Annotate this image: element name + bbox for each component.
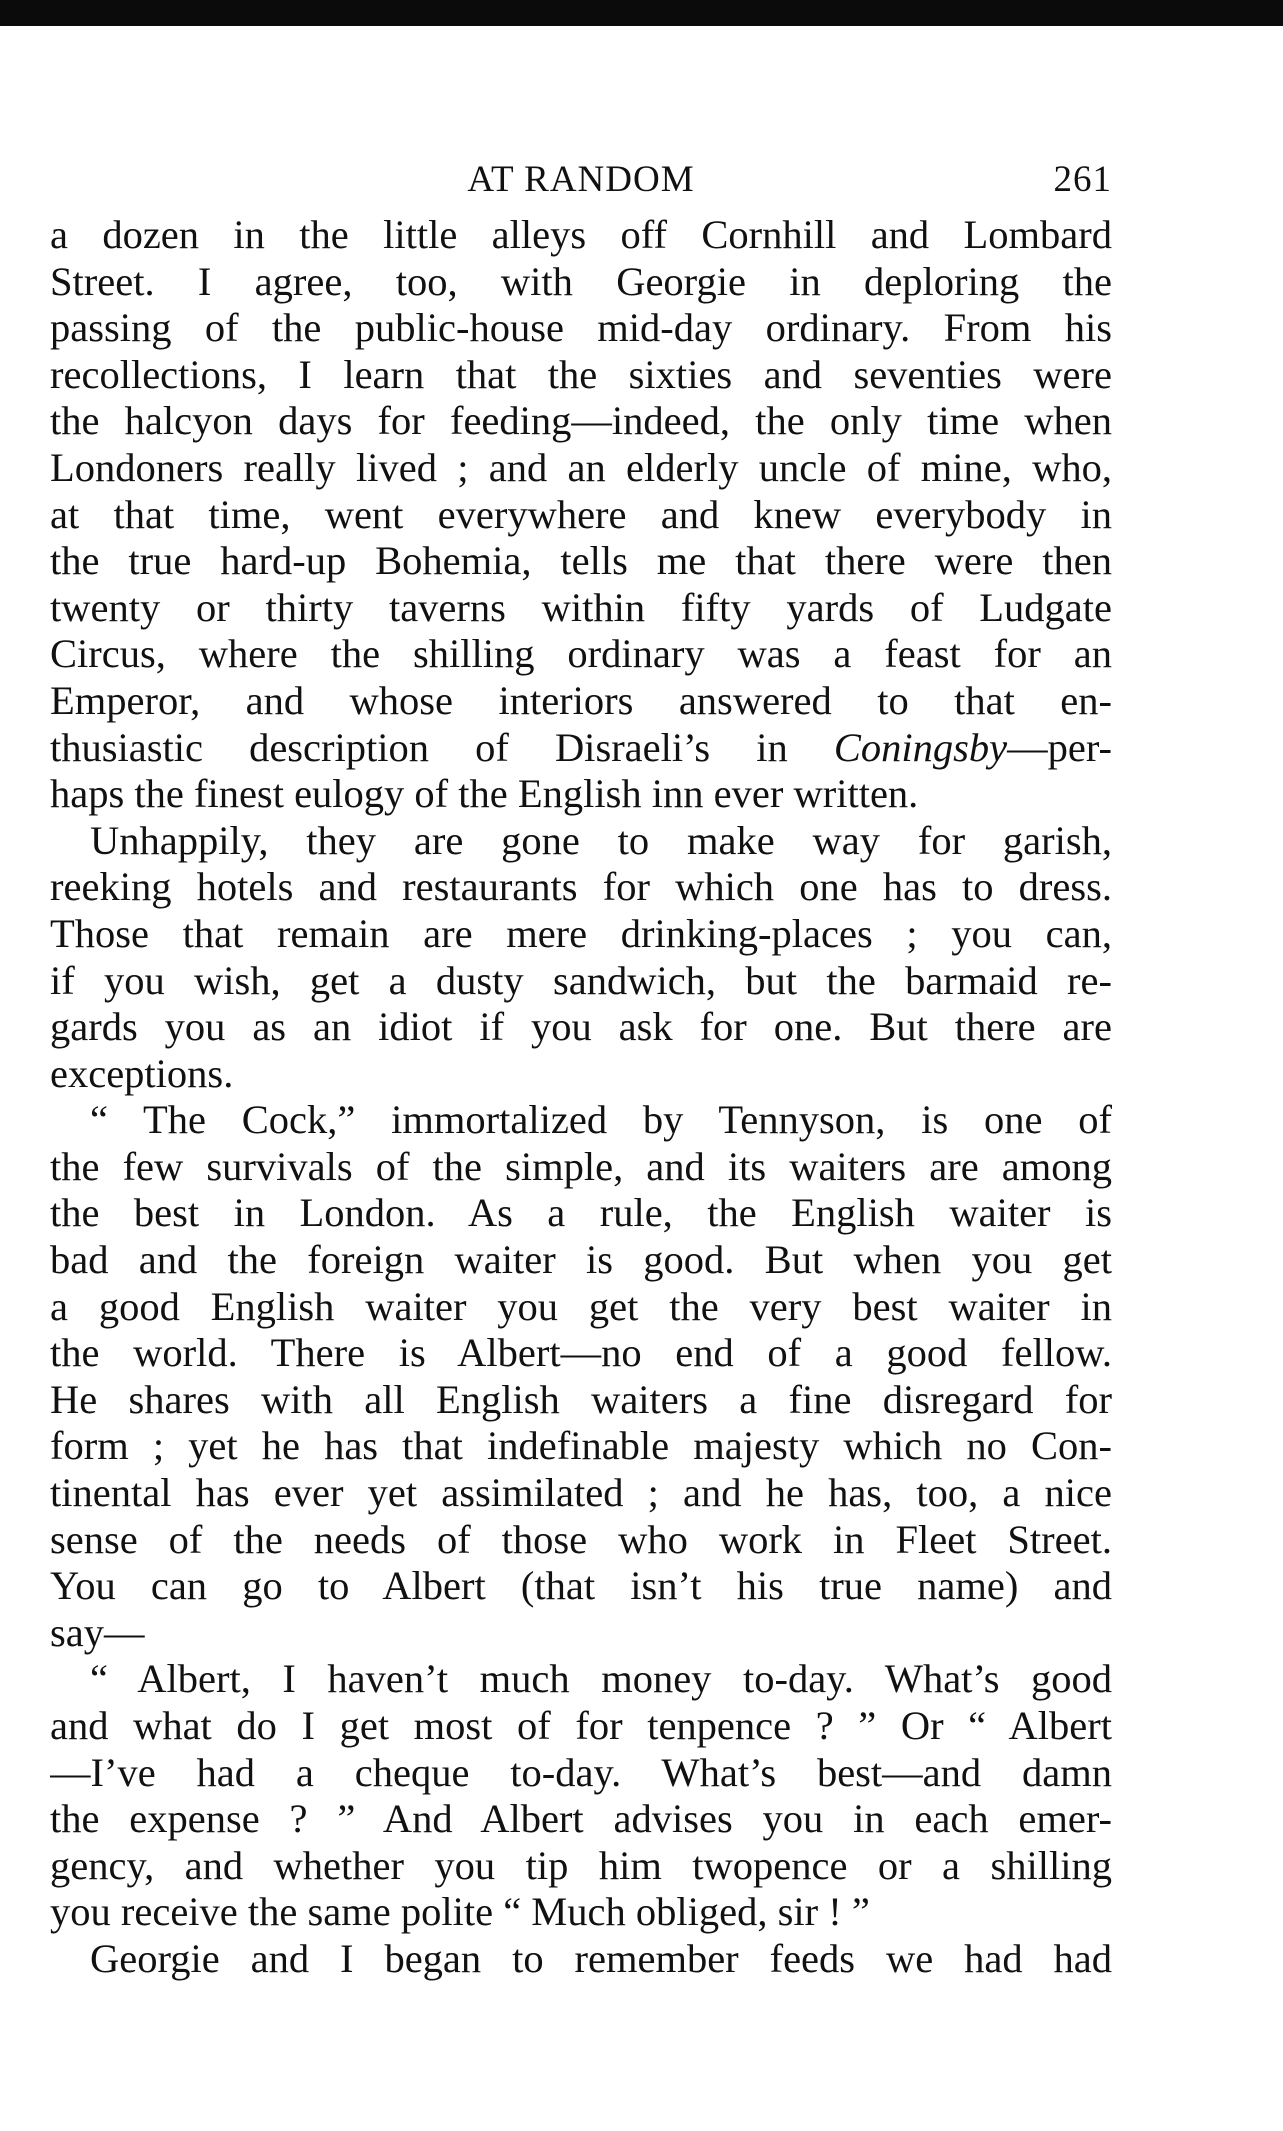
text-line: a dozen in the little alleys off Cornhill and Lombard [50, 212, 1112, 257]
text-line: form ; yet he has that indefinable majesty which no Con- [50, 1423, 1112, 1469]
text-line: tinental has ever yet assimilated ; and he has, too, a nice [50, 1470, 1112, 1516]
text-line: haps the finest eulogy of the English inn ever written. [50, 771, 919, 817]
paragraph-5 [50, 1936, 1112, 1983]
text-line: bad and the foreign waiter is good. But when you get [50, 1237, 1112, 1283]
text-line: at that time, went everywhere and knew everybody in [50, 491, 1112, 537]
paragraph-2 [50, 818, 1112, 1098]
text-line: You can go to Albert (that isn’t his true name) and [50, 1563, 1112, 1609]
text-line: if you wish, get a dusty sandwich, but the barmaid re- [50, 957, 1112, 1003]
paragraph-1 [50, 212, 1112, 818]
text-line: gency, and whether you tip him twopence or a shilling [50, 1842, 1112, 1888]
book-title-italic: Coningsby [833, 724, 1008, 770]
text-line: Londoners really lived ; and an elderly uncle of mine, who, [50, 444, 1112, 490]
text-line: exceptions. [50, 1050, 234, 1096]
text-line: say— [50, 1609, 145, 1655]
text-line: Street. I agree, too, with Georgie in deploring the [50, 258, 1112, 304]
text-line: gards you as an idiot if you ask for one. But there are [50, 1004, 1112, 1050]
text-line: passing of the public-house mid-day ordinary. From his [50, 305, 1112, 351]
text-line: twenty or thirty taverns within fifty yards of Ludgate [50, 584, 1112, 630]
text-line: the world. There is Albert—no end of a good fellow. [50, 1330, 1112, 1376]
book-page [50, 150, 1112, 1983]
text-line: thusiastic description of Disraeli’s in Coningsby—per- [50, 724, 1112, 770]
text-line: the halcyon days for feeding—indeed, the only time when [50, 398, 1112, 444]
paragraph-4 [50, 1656, 1112, 1936]
text-line: the true hard-up Bohemia, tells me that there were then [50, 538, 1112, 584]
page-number: 261 [1053, 159, 1112, 200]
text-line: sense of the needs of those who work in Fleet Street. [50, 1516, 1112, 1562]
running-head [50, 150, 1112, 210]
text-line: “ The Cock,” immortalized by Tennyson, is one of [90, 1097, 1112, 1143]
text-line: the expense ? ” And Albert advises you in each emer- [50, 1796, 1112, 1842]
text-line: Georgie and I began to remember feeds we had had [90, 1935, 1112, 1981]
text-line: you receive the same polite “ Much obliged, sir ! ” [50, 1889, 870, 1935]
text-line: the best in London. As a rule, the English waiter is [50, 1190, 1112, 1236]
running-title: AT RANDOM [467, 159, 695, 200]
text-line: Those that remain are mere drinking-places ; you can, [50, 910, 1112, 956]
text-line: Emperor, and whose interiors answered to that en- [50, 677, 1112, 723]
paragraph-3 [50, 1097, 1112, 1656]
text-line: Circus, where the shilling ordinary was a feast for an [50, 631, 1112, 677]
text-line: a good English waiter you get the very best waiter in [50, 1283, 1112, 1329]
page-top-edge [0, 0, 1283, 26]
text-line: Unhappily, they are gone to make way for garish, [90, 817, 1112, 863]
body-text [50, 212, 1112, 1983]
text-line: He shares with all English waiters a fine disregard for [50, 1376, 1112, 1422]
text-line: reeking hotels and restaurants for which one has to dress. [50, 864, 1112, 910]
text-line: recollections, I learn that the sixties and seventies were [50, 351, 1112, 397]
text-line: “ Albert, I haven’t much money to-day. What’s good [90, 1656, 1112, 1702]
text-line: —I’ve had a cheque to-day. What’s best—and damn [50, 1749, 1112, 1795]
text-line: the few survivals of the simple, and its waiters are among [50, 1143, 1112, 1189]
text-line: and what do I get most of for tenpence ? ” Or “ Albert [50, 1703, 1112, 1748]
